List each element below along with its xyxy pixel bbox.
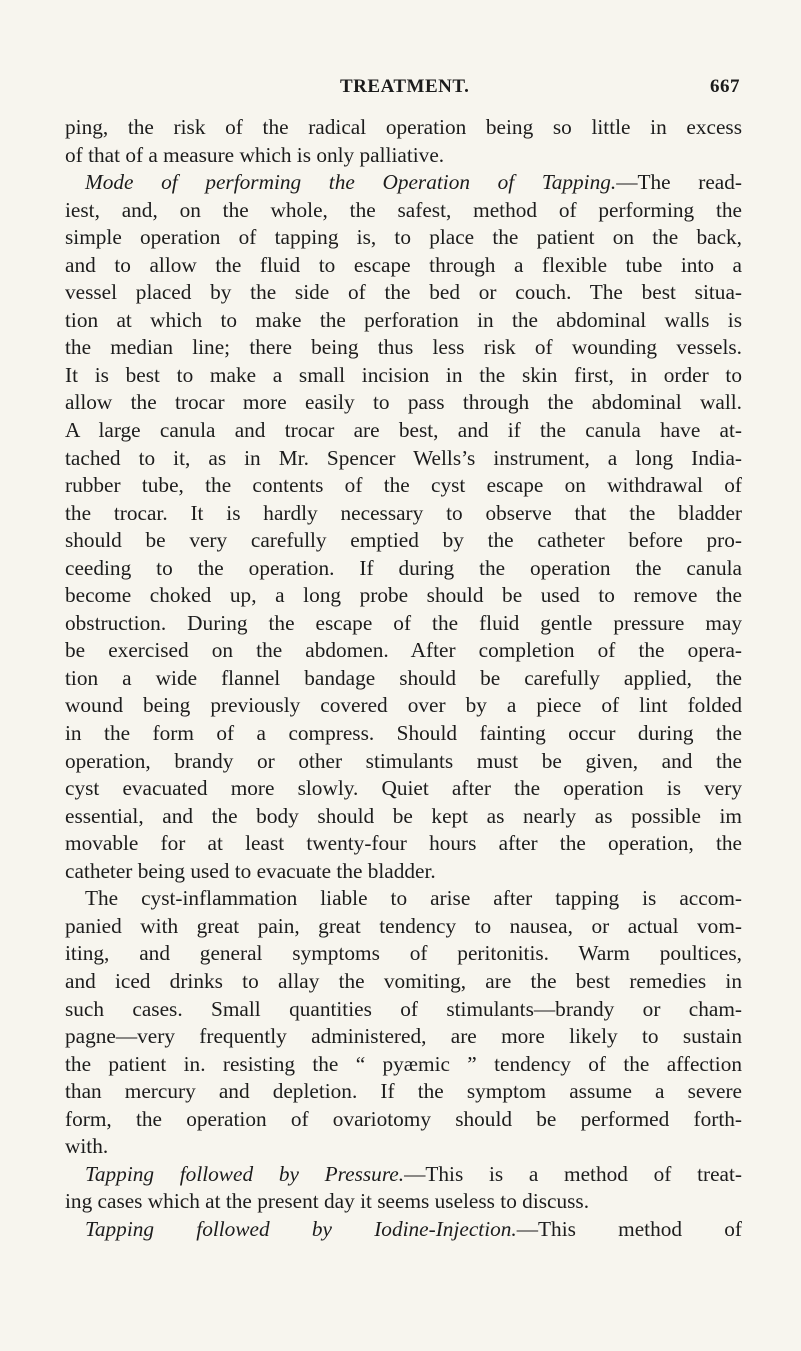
line-text: allow the trocar more easily to pass through the abdominal wall.: [65, 390, 742, 415]
line-text: and to allow the fluid to escape through a flexible tube into a: [65, 252, 742, 277]
line-text: cyst evacuated more slowly. Quiet after the operation is very: [65, 776, 742, 801]
text-line: [65, 252, 742, 280]
page-number: 667: [710, 76, 740, 97]
text-line: [65, 1023, 742, 1051]
line-text: form, the operation of ovariotomy should be performed forth-: [65, 1106, 742, 1131]
line-text: with.: [65, 1134, 109, 1159]
line-text: ceeding to the operation. If during the operation the canula: [65, 555, 742, 580]
text-line: [65, 610, 742, 638]
text-line: [65, 1216, 742, 1244]
section-heading: Tapping followed by Iodine-Injection.: [85, 1216, 517, 1241]
text-line: [65, 665, 742, 693]
line-text: iting, and general symptoms of peritonitis. Warm poultices,: [65, 941, 742, 966]
line-text: tion at which to make the perforation in the abdominal walls is: [65, 307, 742, 332]
line-text: the median line; there being thus less risk of wounding vessels.: [65, 335, 742, 360]
text-line: [65, 803, 742, 831]
line-text: essential, and the body should be kept as nearly as possible im: [65, 803, 742, 828]
text-line: [65, 996, 742, 1024]
line-text: The cyst-inflammation liable to arise after tapping is accom-: [85, 886, 742, 911]
text-line: [65, 334, 742, 362]
text-line: [65, 197, 742, 225]
text-line: [65, 582, 742, 610]
text-line: [65, 885, 742, 913]
line-text: pagne—very frequently administered, are more likely to sustain: [65, 1024, 742, 1049]
running-header: [340, 76, 740, 106]
line-text: be exercised on the abdomen. After completion of the opera-: [65, 638, 742, 663]
line-text: —This is a method of treat-: [404, 1161, 742, 1186]
text-line: [65, 417, 742, 445]
line-text: panied with great pain, great tendency to nausea, or actual vom-: [65, 913, 742, 938]
text-line: [65, 692, 742, 720]
line-text: simple operation of tapping is, to place the patient on the back,: [65, 225, 742, 250]
text-line: [65, 114, 742, 142]
text-line: [65, 858, 742, 886]
line-text: movable for at least twenty-four hours after the operation, the: [65, 831, 742, 856]
line-text: tached to it, as in Mr. Spencer Wells’s instrument, a long India-: [65, 445, 742, 470]
text-line: [65, 224, 742, 252]
text-line: [65, 1133, 742, 1161]
text-line: [65, 830, 742, 858]
running-title: TREATMENT.: [340, 76, 470, 97]
line-text: tion a wide flannel bandage should be carefully applied, the: [65, 665, 742, 690]
text-line: [65, 1051, 742, 1079]
text-line: [65, 775, 742, 803]
line-text: obstruction. During the escape of the fluid gentle pressure may: [65, 610, 742, 635]
text-line: [65, 940, 742, 968]
line-text: A large canula and trocar are best, and if the canula have at-: [65, 418, 742, 443]
text-line: [65, 637, 742, 665]
body-text: [65, 114, 742, 1243]
line-text: and iced drinks to allay the vomiting, are the best remedies in: [65, 968, 742, 993]
section-heading: Tapping followed by Pressure.: [85, 1161, 405, 1186]
text-line: [65, 500, 742, 528]
text-line: [65, 527, 742, 555]
text-line: [65, 1106, 742, 1134]
text-line: [65, 362, 742, 390]
line-text: than mercury and depletion. If the symptom assume a severe: [65, 1079, 742, 1104]
text-line: [65, 445, 742, 473]
text-line: [65, 968, 742, 996]
text-line: [65, 389, 742, 417]
line-text: of that of a measure which is only palliative.: [65, 142, 445, 167]
line-text: operation, brandy or other stimulants must be given, and the: [65, 748, 742, 773]
line-text: in the form of a compress. Should fainting occur during the: [65, 721, 742, 746]
line-text: wound being previously covered over by a piece of lint folded: [65, 693, 742, 718]
line-text: become choked up, a long probe should be used to remove the: [65, 583, 742, 608]
line-text: such cases. Small quantities of stimulants—brandy or cham-: [65, 996, 742, 1021]
line-text: rubber tube, the contents of the cyst escape on withdrawal of: [65, 473, 742, 498]
text-line: [65, 307, 742, 335]
text-line: [65, 142, 742, 170]
line-text: the patient in. resisting the “ pyæmic ” tendency of the affection: [65, 1051, 742, 1076]
line-text: catheter being used to evacuate the bladder.: [65, 858, 436, 883]
text-line: [65, 1078, 742, 1106]
line-text: —The read-: [616, 170, 742, 195]
line-text: should be very carefully emptied by the catheter before pro-: [65, 528, 742, 553]
text-line: [65, 1188, 742, 1216]
line-text: iest, and, on the whole, the safest, method of performing the: [65, 197, 742, 222]
text-line: [65, 1161, 742, 1189]
text-line: [65, 555, 742, 583]
text-line: [65, 748, 742, 776]
text-line: [65, 279, 742, 307]
line-text: vessel placed by the side of the bed or couch. The best situa-: [65, 280, 742, 305]
line-text: —This method of: [516, 1216, 742, 1241]
text-line: [65, 913, 742, 941]
line-text: ping, the risk of the radical operation being so little in excess: [65, 115, 742, 139]
line-text: the trocar. It is hardly necessary to observe that the bladder: [65, 500, 742, 525]
section-heading: Mode of performing the Operation of Tapping.: [85, 170, 617, 195]
text-line: [65, 472, 742, 500]
line-text: ing cases which at the present day it seems useless to discuss.: [65, 1189, 590, 1214]
text-line: [65, 720, 742, 748]
line-text: It is best to make a small incision in the skin first, in order to: [65, 362, 742, 387]
text-line: [65, 169, 742, 197]
